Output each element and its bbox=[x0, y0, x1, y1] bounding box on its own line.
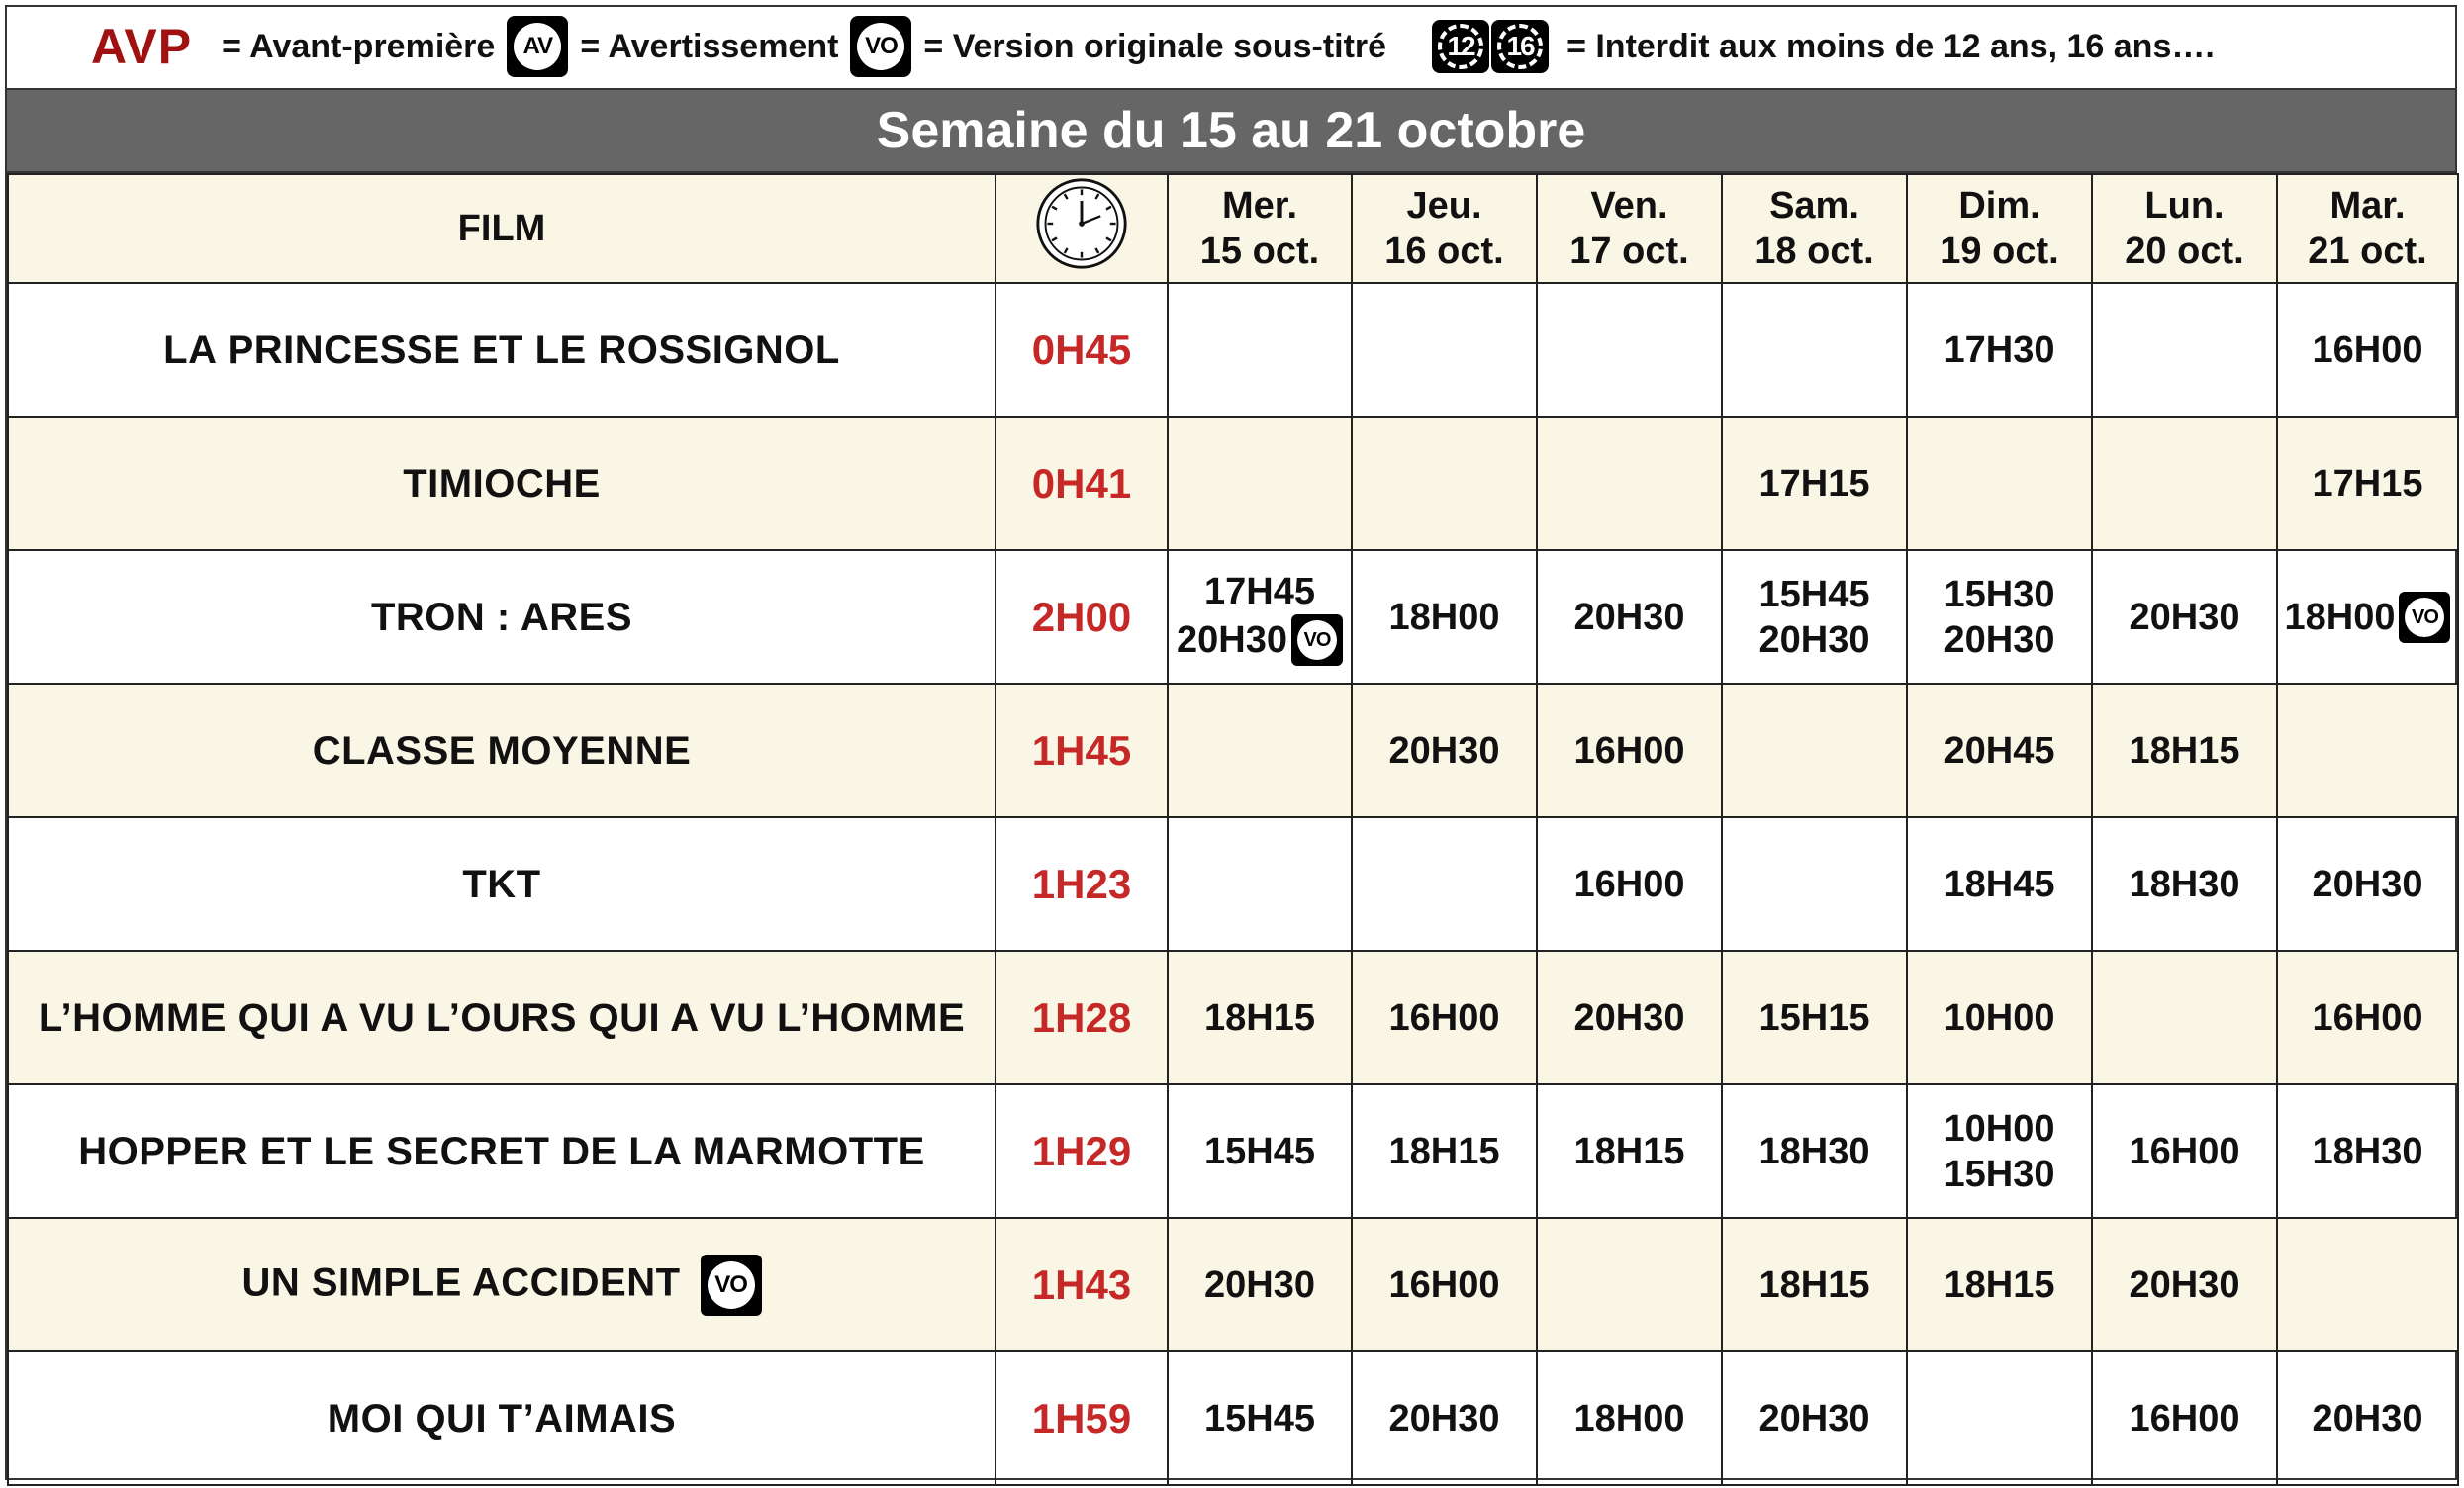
rating-12-value: 12 bbox=[1438, 24, 1483, 69]
film-row bbox=[8, 1351, 2458, 1485]
showtime-value: 20H30 bbox=[1388, 729, 1500, 772]
showtime-cell bbox=[1352, 1218, 1537, 1351]
film-row bbox=[8, 550, 2458, 684]
showtime-cell bbox=[2277, 817, 2458, 951]
film-title: TIMIOCHE bbox=[403, 461, 601, 506]
vo-icon-code: VO bbox=[1297, 620, 1337, 660]
showtime bbox=[1389, 995, 1500, 1041]
showtime-value: 16H00 bbox=[1388, 996, 1500, 1039]
vo-badge-code: VO bbox=[857, 23, 904, 70]
film-row bbox=[8, 684, 2458, 817]
showtime bbox=[1944, 995, 2055, 1041]
showtime-cell bbox=[1537, 1351, 1722, 1485]
showtime bbox=[1204, 569, 1315, 614]
showtime bbox=[1389, 595, 1500, 640]
showtime-cell bbox=[1907, 1218, 2092, 1351]
showtime-cell bbox=[1722, 283, 1907, 417]
film-row bbox=[8, 817, 2458, 951]
film-duration: 1H59 bbox=[995, 1351, 1168, 1485]
showtime bbox=[2285, 592, 2451, 643]
showtime bbox=[1574, 1396, 1685, 1442]
showtime-cell bbox=[2092, 550, 2277, 684]
showtime-value: 16H00 bbox=[1573, 863, 1685, 905]
showtime-cell bbox=[2092, 684, 2277, 817]
showtime-cell bbox=[1907, 1084, 2092, 1218]
showtime-cell bbox=[2092, 417, 2277, 550]
showtime-cell bbox=[2092, 817, 2277, 951]
showtime-value: 20H30 bbox=[1943, 618, 2055, 661]
showtime-cell bbox=[2092, 1084, 2277, 1218]
showtime-cell bbox=[1722, 1218, 1907, 1351]
showtime-cell bbox=[1722, 684, 1907, 817]
film-duration: 0H41 bbox=[995, 417, 1168, 550]
showtime-value: 20H30 bbox=[1204, 1263, 1315, 1306]
showtime-cell bbox=[2277, 684, 2458, 817]
showtime-value: 18H15 bbox=[1943, 1263, 2055, 1306]
film-duration: 0H45 bbox=[995, 283, 1168, 417]
showtime-value: 20H30 bbox=[2129, 596, 2240, 638]
film-title: MOI QUI T’AIMAIS bbox=[327, 1396, 677, 1441]
showtime-cell bbox=[1168, 951, 1352, 1084]
showtime-value: 15H45 bbox=[1204, 1397, 1315, 1440]
showtime-value: 18H15 bbox=[2129, 729, 2240, 772]
showtime-cell bbox=[2277, 417, 2458, 550]
showtime-value: 20H30 bbox=[1758, 1397, 1870, 1440]
film-column-header: FILM bbox=[8, 174, 995, 283]
week-title: Semaine du 15 au 21 octobre bbox=[7, 88, 2455, 173]
film-row bbox=[8, 1218, 2458, 1351]
rating-12-icon bbox=[1432, 20, 1489, 73]
showtime bbox=[2130, 1129, 2240, 1174]
showtime bbox=[2130, 728, 2240, 774]
film-title-cell bbox=[8, 550, 995, 684]
showtime-value: 20H30 bbox=[2312, 1397, 2423, 1440]
header-row bbox=[8, 174, 2458, 283]
showtime-value: 20H30 bbox=[1573, 596, 1685, 638]
film-title-cell bbox=[8, 817, 995, 951]
film-title-cell bbox=[8, 684, 995, 817]
showtime-value: 20H30 bbox=[1573, 996, 1685, 1039]
rating-16-icon bbox=[1491, 20, 1549, 73]
showtime-cell bbox=[2277, 1351, 2458, 1485]
film-title-cell bbox=[8, 1218, 995, 1351]
showtime-cell bbox=[1907, 550, 2092, 684]
showtime-cell bbox=[1537, 684, 1722, 817]
showtime-value: 18H30 bbox=[2129, 863, 2240, 905]
showtime bbox=[1759, 461, 1870, 507]
showtime-value: 15H30 bbox=[1943, 573, 2055, 615]
showtime-value: 16H00 bbox=[2312, 996, 2423, 1039]
showtime bbox=[1389, 1396, 1500, 1442]
film-title: UN SIMPLE ACCIDENT bbox=[241, 1260, 681, 1305]
showtime bbox=[1574, 862, 1685, 907]
vo-badge-icon bbox=[850, 16, 911, 77]
showtime-cell bbox=[1907, 684, 2092, 817]
showtime bbox=[1944, 327, 2055, 373]
day-header-4 bbox=[1907, 174, 2092, 283]
showtime-value: 18H15 bbox=[1388, 1130, 1500, 1172]
day-date: 17 oct. bbox=[1569, 231, 1689, 272]
showtime bbox=[1944, 572, 2055, 617]
showtime bbox=[1944, 862, 2055, 907]
showtime-cell bbox=[1352, 550, 1537, 684]
showtime bbox=[2313, 862, 2423, 907]
showtime-cell bbox=[1722, 951, 1907, 1084]
vo-icon bbox=[701, 1255, 762, 1316]
film-title: LA PRINCESSE ET LE ROSSIGNOL bbox=[163, 327, 840, 372]
film-row bbox=[8, 417, 2458, 550]
day-name: Sam. bbox=[1769, 185, 1859, 227]
vo-icon-code: VO bbox=[708, 1261, 755, 1309]
showtime-value: 18H15 bbox=[1573, 1130, 1685, 1172]
showtime-value: 20H45 bbox=[1943, 729, 2055, 772]
day-header-3 bbox=[1722, 174, 1907, 283]
showtime bbox=[1389, 728, 1500, 774]
showtime bbox=[1389, 1262, 1500, 1308]
film-title-cell bbox=[8, 1351, 995, 1485]
film-duration: 1H29 bbox=[995, 1084, 1168, 1218]
showtime-value: 15H30 bbox=[1943, 1153, 2055, 1195]
day-name: Dim. bbox=[1958, 185, 2040, 227]
showtime-value: 16H00 bbox=[2129, 1130, 2240, 1172]
showtime-cell bbox=[1168, 1218, 1352, 1351]
duration-column-header bbox=[995, 174, 1168, 283]
showtime-value: 18H30 bbox=[2312, 1130, 2423, 1172]
showtime-value: 18H00 bbox=[2284, 596, 2396, 638]
showtime-cell bbox=[1907, 1351, 2092, 1485]
day-date: 19 oct. bbox=[1940, 231, 2059, 272]
vo-description: = Version originale sous-titré bbox=[923, 27, 1387, 65]
showtime-value: 16H00 bbox=[1573, 729, 1685, 772]
film-duration: 1H45 bbox=[995, 684, 1168, 817]
showtime-value: 20H30 bbox=[1177, 618, 1287, 661]
av-badge-code: AV bbox=[514, 23, 561, 70]
showtime-value: 18H15 bbox=[1204, 996, 1315, 1039]
film-row bbox=[8, 283, 2458, 417]
showtime bbox=[1574, 1129, 1685, 1174]
vo-icon-code: VO bbox=[2405, 598, 2444, 637]
showtime-cell bbox=[1352, 817, 1537, 951]
showtime-cell bbox=[1537, 283, 1722, 417]
showtime bbox=[1204, 1396, 1315, 1442]
showtime-cell bbox=[1168, 684, 1352, 817]
avp-description: = Avant-première bbox=[222, 27, 496, 65]
showtime-value: 20H30 bbox=[2129, 1263, 2240, 1306]
day-header-0 bbox=[1168, 174, 1352, 283]
vo-icon bbox=[1291, 614, 1343, 666]
film-duration: 1H23 bbox=[995, 817, 1168, 951]
showtime-cell bbox=[1537, 550, 1722, 684]
showtime-value: 17H30 bbox=[1943, 328, 2055, 371]
showtime bbox=[2130, 1262, 2240, 1308]
film-title: CLASSE MOYENNE bbox=[312, 728, 692, 773]
showtime-cell bbox=[1722, 1351, 1907, 1485]
showtime-cell bbox=[2092, 283, 2277, 417]
day-name: Mar. bbox=[2329, 185, 2406, 227]
showtime bbox=[2313, 1129, 2423, 1174]
showtime-cell bbox=[1168, 283, 1352, 417]
showtime bbox=[2313, 1396, 2423, 1442]
showtime bbox=[2313, 327, 2423, 373]
day-date: 20 oct. bbox=[2125, 231, 2244, 272]
showtime bbox=[1759, 1396, 1870, 1442]
showtime-cell bbox=[1168, 550, 1352, 684]
showtime bbox=[1759, 572, 1870, 617]
showtime-value: 16H00 bbox=[1388, 1263, 1500, 1306]
film-duration: 1H28 bbox=[995, 951, 1168, 1084]
legend-bar bbox=[7, 7, 2455, 86]
showtime-cell bbox=[1907, 417, 2092, 550]
showtime bbox=[1759, 1129, 1870, 1174]
showtime-value: 10H00 bbox=[1943, 996, 2055, 1039]
showtime-value: 16H00 bbox=[2312, 328, 2423, 371]
showtime bbox=[1204, 995, 1315, 1041]
showtime-cell bbox=[1907, 951, 2092, 1084]
showtime bbox=[1759, 1262, 1870, 1308]
showtime-value: 20H30 bbox=[1758, 618, 1870, 661]
showtime-cell bbox=[1352, 684, 1537, 817]
showtime-value: 15H45 bbox=[1204, 1130, 1315, 1172]
showtime-cell bbox=[1168, 1351, 1352, 1485]
avp-label: AVP bbox=[91, 19, 193, 74]
film-title-cell bbox=[8, 951, 995, 1084]
clock-icon bbox=[1034, 176, 1129, 271]
day-header-5 bbox=[2092, 174, 2277, 283]
showtime-value: 18H45 bbox=[1943, 863, 2055, 905]
day-date: 16 oct. bbox=[1384, 231, 1504, 272]
showtime-cell bbox=[2277, 1084, 2458, 1218]
showtime-cell bbox=[2277, 283, 2458, 417]
av-badge-icon bbox=[507, 16, 568, 77]
day-name: Lun. bbox=[2144, 185, 2225, 227]
showtime-cell bbox=[1722, 1084, 1907, 1218]
showtime bbox=[1389, 1129, 1500, 1174]
rating-16-value: 16 bbox=[1497, 24, 1543, 69]
showtime-cell bbox=[1352, 951, 1537, 1084]
showtime-cell bbox=[2092, 1218, 2277, 1351]
showtime bbox=[1574, 728, 1685, 774]
film-title: L’HOMME QUI A VU L’OURS QUI A VU L’HOMME bbox=[38, 995, 966, 1040]
showtime bbox=[1944, 1106, 2055, 1152]
showtime-value: 18H00 bbox=[1573, 1397, 1685, 1440]
schedule-table bbox=[7, 173, 2459, 1486]
showtime bbox=[1204, 1262, 1315, 1308]
showtime bbox=[1574, 995, 1685, 1041]
film-title: HOPPER ET LE SECRET DE LA MARMOTTE bbox=[78, 1129, 925, 1173]
day-name: Ven. bbox=[1590, 185, 1668, 227]
showtime-cell bbox=[1537, 817, 1722, 951]
day-name: Jeu. bbox=[1406, 185, 1482, 227]
schedule-sheet bbox=[5, 5, 2457, 1480]
showtime-cell bbox=[1537, 1084, 1722, 1218]
day-date: 21 oct. bbox=[2308, 231, 2427, 272]
showtime bbox=[1204, 1129, 1315, 1174]
showtime bbox=[1759, 995, 1870, 1041]
film-title: TKT bbox=[462, 862, 541, 906]
day-name: Mer. bbox=[1221, 185, 1298, 227]
av-description: = Avertissement bbox=[580, 27, 839, 65]
day-header-2 bbox=[1537, 174, 1722, 283]
showtime-cell bbox=[2277, 951, 2458, 1084]
film-title: TRON : ARES bbox=[370, 595, 632, 639]
showtime-value: 18H00 bbox=[1388, 596, 1500, 638]
day-header-6 bbox=[2277, 174, 2458, 283]
showtime-value: 10H00 bbox=[1943, 1107, 2055, 1150]
showtime-cell bbox=[1537, 951, 1722, 1084]
showtime bbox=[1944, 617, 2055, 663]
rating-description: = Interdit aux moins de 12 ans, 16 ans…. bbox=[1566, 27, 2215, 65]
showtime-value: 17H15 bbox=[1758, 462, 1870, 505]
film-row bbox=[8, 951, 2458, 1084]
showtime-value: 18H15 bbox=[1758, 1263, 1870, 1306]
showtime-cell bbox=[1168, 817, 1352, 951]
showtime-cell bbox=[2092, 1351, 2277, 1485]
day-date: 18 oct. bbox=[1754, 231, 1874, 272]
showtime bbox=[2130, 1396, 2240, 1442]
film-title-cell bbox=[8, 1084, 995, 1218]
showtime bbox=[2130, 595, 2240, 640]
showtime-cell bbox=[1352, 1351, 1537, 1485]
showtime-value: 15H15 bbox=[1758, 996, 1870, 1039]
film-duration: 1H43 bbox=[995, 1218, 1168, 1351]
showtime-value: 20H30 bbox=[1388, 1397, 1500, 1440]
showtime-cell bbox=[1722, 550, 1907, 684]
showtime-value: 17H15 bbox=[2312, 462, 2423, 505]
showtime-cell bbox=[1168, 417, 1352, 550]
showtime bbox=[2313, 995, 2423, 1041]
film-duration: 2H00 bbox=[995, 550, 1168, 684]
showtime-cell bbox=[1907, 817, 2092, 951]
showtime bbox=[1574, 595, 1685, 640]
showtime-cell bbox=[1537, 417, 1722, 550]
film-row bbox=[8, 1084, 2458, 1218]
showtime bbox=[1177, 614, 1343, 666]
showtime bbox=[2313, 461, 2423, 507]
film-title-cell bbox=[8, 283, 995, 417]
showtime-cell bbox=[1722, 417, 1907, 550]
vo-icon bbox=[2399, 592, 2450, 643]
showtime-value: 15H45 bbox=[1758, 573, 1870, 615]
showtime-cell bbox=[1352, 283, 1537, 417]
showtime bbox=[1944, 1152, 2055, 1197]
showtime-cell bbox=[2277, 1218, 2458, 1351]
showtime-value: 16H00 bbox=[2129, 1397, 2240, 1440]
showtime-cell bbox=[1907, 283, 2092, 417]
day-date: 15 oct. bbox=[1199, 231, 1320, 272]
showtime-value: 17H45 bbox=[1204, 570, 1315, 612]
showtime-cell bbox=[1168, 1084, 1352, 1218]
showtime-value: 18H30 bbox=[1758, 1130, 1870, 1172]
showtime-cell bbox=[2277, 550, 2458, 684]
showtime bbox=[1944, 1262, 2055, 1308]
day-header-1 bbox=[1352, 174, 1537, 283]
showtime bbox=[2130, 862, 2240, 907]
showtime-cell bbox=[2092, 951, 2277, 1084]
showtime-cell bbox=[1537, 1218, 1722, 1351]
showtime-cell bbox=[1352, 1084, 1537, 1218]
showtime-cell bbox=[1722, 817, 1907, 951]
showtime-value: 20H30 bbox=[2312, 863, 2423, 905]
film-title-cell bbox=[8, 417, 995, 550]
showtime bbox=[1944, 728, 2055, 774]
showtime-cell bbox=[1352, 417, 1537, 550]
showtime bbox=[1759, 617, 1870, 663]
